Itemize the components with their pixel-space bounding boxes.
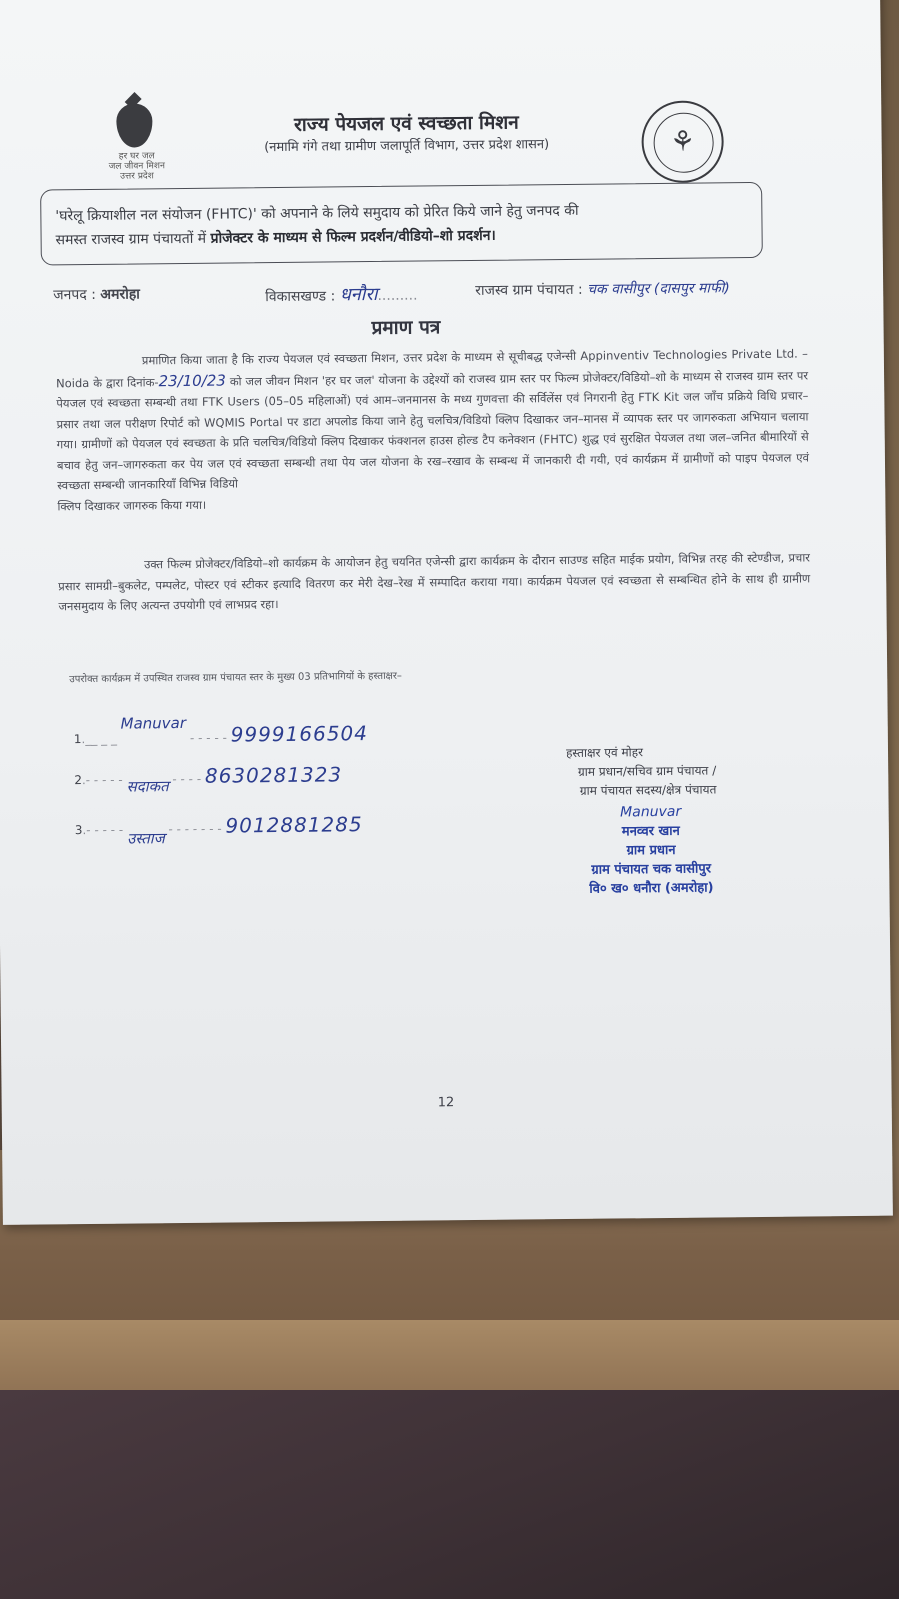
janpad-field [53, 284, 140, 304]
participant-phone: 9999166504 [230, 721, 369, 747]
participant-row: 1.__ _ _ Manuvar - - - - - 9999166504 [73, 713, 369, 747]
program-date: 23/10/23 [158, 371, 226, 390]
block-field: विकासखण्ड : धनौरा......... [265, 283, 418, 306]
stamp-panchayat: ग्राम पंचायत चक वासीपुर [591, 861, 712, 878]
signatory-block [526, 742, 717, 801]
subject-bold: प्रोजेक्टर के माध्यम से फिल्म प्रदर्शन/वीडियो–शो प्रदर्शन। [210, 227, 496, 247]
subject-box [40, 182, 763, 266]
body-p1-b: को जल जीवन मिशन 'हर घर जल' योजना के उद्देश्यों को राजस्व ग्राम स्तर पर फिल्म प्रोजेक्टर/विडियो–शो के माध्यम से राजस्व ग्राम स्तर पर पेयजल एवं स्वच्छता सम्बन्धी तथा FTK Users (05–05 महिलाओं) एवं आम–जनमानस के मध्य गुणवत्ता की सर्विलेंस एवं निगरानी हेतु FTK Kit जल जाँच प्रक्रिये विधि प्रचार–प्रसार तथा जल परीक्षण रिपोर्ट को WQMIS Portal पर डाटा अपलोड किया जाने हेतु चलचित्र/विडियो क्लिप दिखाकर जन–मानस में व्यापक स्तर पर जागरुकता अभियान चलाया गया। ग्रामीणों को पेयजल एवं स्वच्छता के प्रति चलचित्र/विडियो क्लिप दिखाकर फंक्शनल हाउस होल्ड टैप कनेक्शन (FHTC) शुद्ध एवं सुरक्षित पेयजल तथा जल–जनित बीमारियों से बचाव हेतु जन–जागरुकता कर पेय जल एवं स्वच्छता सम्बन्धी तथा पेय जल योजना के रख–रखाव के सम्बन्ध में जानकारी दी गयी, एवं कार्यक्रम में ग्रामीणों को पाइप पेयजल एवं स्वच्छता सम्बन्धी जानकारियाँ विभिन्न विडियो [56, 367, 810, 493]
up-government-emblem-icon: ⚘ [641, 100, 724, 183]
janpad-label: जनपद : [53, 286, 97, 304]
participants-intro: उपरोक्त कार्यक्रम में उपस्थित राजस्व ग्राम पंचायत स्तर के मुख्य 03 प्रतिभागियों के हस्ताक्षर– [69, 670, 402, 686]
gram-pradhan-stamp [566, 802, 737, 899]
panchayat-value: चक वासीपुर (दासपुर माफी) [587, 280, 730, 298]
body-p1-a: प्रमाणित किया जाता है कि राज्य पेयजल एवं स्वच्छता मिशन, उत्तर प्रदेश के माध्यम से सूचीबद्ध एजेन्सी Appinventiv Technologies Private Ltd. – Noida के द्वारा दिनांक- [56, 346, 808, 390]
signatory-line-3: ग्राम पंचायत सदस्य/क्षेत्र पंचायत [579, 782, 717, 798]
panchayat-field [475, 278, 730, 300]
janpad-value: अमरोहा [100, 286, 140, 303]
pradhan-role: ग्राम प्रधान [626, 842, 676, 859]
participant-name: Manuvar [120, 713, 187, 733]
participant-phone: 9012881285 [225, 812, 363, 838]
body-p2: उक्त फिल्म प्रोजेक्टर/विडियो–शो कार्यक्रम के आयोजन हेतु चयनित एजेन्सी द्वारा कार्यक्रम के दौरान साउण्ड सहित माईक प्रयोग, विभिन्न तरह की स्टेण्डीज, प्रचार प्रसार सामग्री–बुकलेट, पम्पलेट, पोस्टर एवं स्टीकर इत्यादि वितरण कर मेरी देख–रेख में सम्पादित कराया गया। कार्यक्रम पेयजल एवं स्वच्छता से सम्बन्धित होने के साथ ही ग्रामीण जनसमुदाय के लिए अत्यन्त उपयोगी एवं लाभप्रद रहा। [58, 550, 811, 614]
page-subtitle: (नमामि गंगे तथा ग्रामीण जलापूर्ति विभाग, उत्तर प्रदेश शासन) [264, 137, 550, 156]
signatory-line-2: ग्राम प्रधान/सचिव ग्राम पंचायत / [577, 763, 717, 779]
subject-line-2 [56, 226, 496, 250]
participant-number: 2 [74, 773, 82, 788]
jal-jeevan-mission-logo [101, 103, 172, 184]
body-paragraph-1 [56, 343, 810, 516]
participant-name: उस्ताज [127, 829, 165, 848]
pradhan-name: मनव्वर खान [621, 823, 680, 840]
subject-line-1: 'घरेलू क्रियाशील नल संयोजन (FHTC)' को अपनाने के लिये समुदाय को प्रेरित किये जाने हेतु जनपद की [55, 202, 579, 225]
participant-number: 3 [74, 823, 83, 838]
participant-row: 3.- - - - - उस्ताज - - - - - - - 9012881285 [74, 812, 363, 848]
block-value: धनौरा [339, 283, 378, 306]
block-label: विकासखण्ड : [265, 288, 336, 306]
cloth-background [0, 1390, 899, 1599]
body-paragraph-2 [58, 547, 811, 616]
participant-phone: 8630281323 [204, 762, 343, 788]
page-number: 12 [437, 1095, 455, 1111]
water-drop-icon [116, 103, 152, 147]
signatory-line-1: हस्ताक्षर एवं मोहर [565, 745, 644, 761]
participant-name: सदाकत [126, 777, 169, 796]
subject-plain: समस्त राजस्व ग्राम पंचायतों में [55, 230, 211, 249]
pradhan-signature: Manuvar [620, 803, 682, 821]
certificate-title: प्रमाण पत्र [371, 316, 441, 340]
logo-caption: हर घर जल जल जीवन मिशन उत्तर प्रदेश [108, 151, 166, 182]
stamp-block: वि० ख० धनौरा (अमरोहा) [589, 880, 714, 897]
participant-row: 2.- - - - - सदाकत - - - - 8630281323 [74, 762, 343, 796]
page-title: राज्य पेयजल एवं स्वच्छता मिशन [293, 111, 519, 136]
participant-number: 1 [73, 732, 82, 747]
body-p1-c: क्लिप दिखाकर जागरुक किया गया। [57, 497, 207, 513]
panchayat-label: राजस्व ग्राम पंचायत : [475, 281, 583, 299]
